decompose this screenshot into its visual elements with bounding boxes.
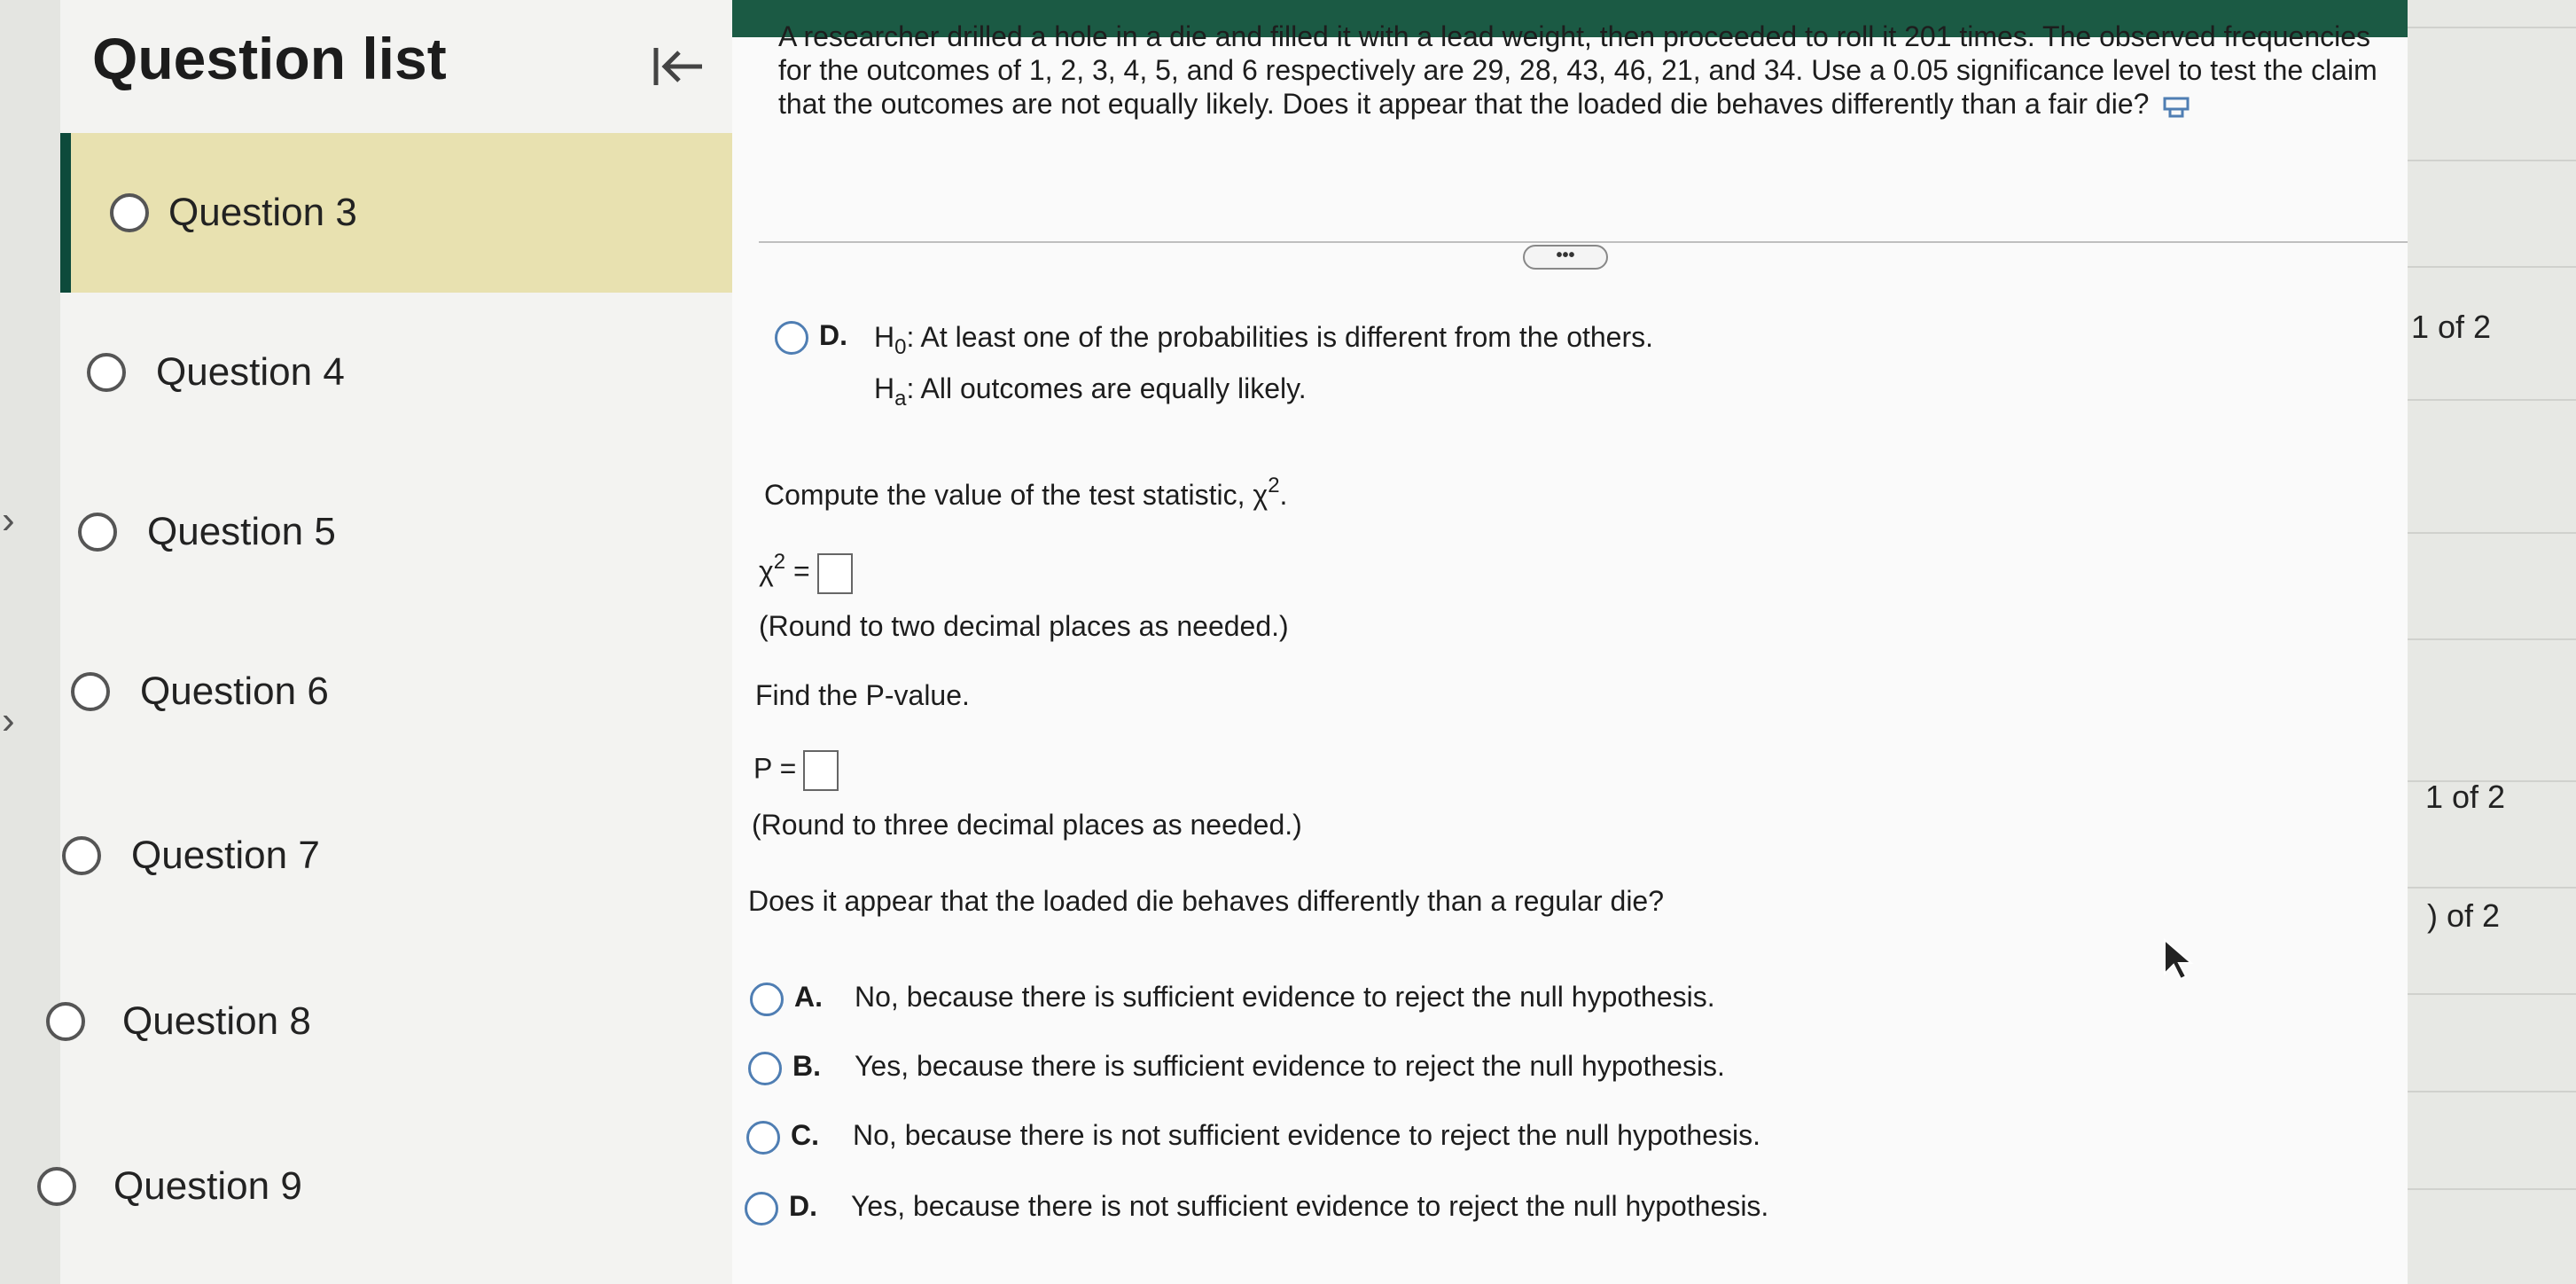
divider	[2408, 993, 2576, 995]
page-count: ) of 2	[2427, 897, 2501, 934]
hypothesis-option-letter: D.	[819, 319, 847, 351]
conclusion-option-d-radio[interactable]	[745, 1192, 778, 1225]
radio-icon	[37, 1167, 76, 1206]
conclusion-option-b-radio[interactable]	[748, 1052, 782, 1085]
radio-icon	[62, 836, 101, 875]
page-count: 1 of 2	[2411, 309, 2492, 345]
sidebar-item-label: Question 8	[122, 999, 311, 1043]
chi-square-hint: (Round to two decimal places as needed.)	[759, 610, 1289, 642]
chi-square-sup: 2	[773, 550, 786, 574]
question-body: A researcher drilled a hole in a die and filled it with a lead weight, then proceeded to roll it 201 times. The observed frequencies for the outcomes of 1, 2, 3, 4, 5, and 6 respectively are 29, 28, 43, 46, 21, and 34. Use a 0.05 significance level to test the claim that the outcomes are not equally likely. Does it appear that the loaded die behaves differently than a fair die?	[778, 20, 2377, 120]
chevron-right-icon[interactable]: ›	[2, 699, 15, 742]
h0-text: : At least one of the probabilities is different from the others.	[906, 321, 1654, 353]
right-background-panel	[2408, 0, 2576, 1284]
conclusion-option-d-text[interactable]: Yes, because there is not sufficient evidence to reject the null hypothesis.	[851, 1190, 1769, 1222]
p-value-answer-row	[753, 750, 839, 791]
test-statistic-prompt-end: .	[1279, 479, 1288, 511]
conclusion-prompt: Does it appear that the loaded die behaves differently than a regular die?	[748, 885, 1665, 917]
chi-square-answer-row	[759, 550, 853, 594]
sidebar-item-label: Question 5	[147, 510, 336, 553]
radio-icon	[110, 193, 149, 232]
mouse-pointer-icon	[2161, 938, 2197, 983]
left-edge-strip	[0, 0, 60, 1284]
radio-icon	[87, 353, 126, 392]
sidebar-item-label: Question 9	[113, 1164, 302, 1208]
sidebar-item-label: Question 4	[156, 350, 345, 394]
ha-subscript: a	[894, 387, 907, 411]
divider	[2408, 887, 2576, 889]
sidebar-item-question-7[interactable]	[60, 776, 732, 936]
sidebar-item-question-3[interactable]	[60, 133, 732, 293]
conclusion-option-c-text[interactable]: No, because there is not sufficient evidence to reject the null hypothesis.	[853, 1119, 1761, 1151]
p-value-hint: (Round to three decimal places as needed.)	[752, 809, 1302, 841]
conclusion-option-letter: C.	[791, 1119, 819, 1151]
radio-icon	[78, 513, 117, 552]
conclusion-option-letter: A.	[794, 981, 823, 1013]
divider	[2408, 27, 2576, 28]
ha-symbol: H	[874, 372, 895, 404]
ha-text: : All outcomes are equally likely.	[906, 372, 1307, 404]
conclusion-option-letter: D.	[789, 1190, 817, 1222]
conclusion-option-b-text[interactable]: Yes, because there is sufficient evidence to reject the null hypothesis.	[855, 1050, 1725, 1082]
sidebar-item-question-5[interactable]	[60, 452, 732, 612]
divider	[2408, 160, 2576, 161]
question-list-sidebar	[60, 0, 734, 1284]
h0-symbol: H	[874, 321, 895, 353]
hypothesis-option-d-radio[interactable]	[775, 321, 808, 355]
divider	[2408, 1091, 2576, 1092]
chevron-right-icon[interactable]: ›	[2, 498, 15, 542]
question-panel	[732, 0, 2408, 1284]
collapse-sidebar-icon[interactable]	[647, 35, 709, 98]
divider	[2408, 638, 2576, 640]
chi-square-label: χ	[759, 555, 774, 587]
test-statistic-prompt	[764, 474, 1287, 512]
conclusion-option-letter: B.	[792, 1050, 821, 1082]
divider	[2408, 1188, 2576, 1190]
conclusion-option-c-radio[interactable]	[746, 1121, 780, 1155]
sidebar-item-label: Question 7	[131, 834, 320, 877]
chi-square-input[interactable]	[817, 553, 853, 594]
page-count: 1 of 2	[2425, 779, 2506, 815]
p-value-input[interactable]	[803, 750, 839, 791]
expand-more-button[interactable]: •••	[1523, 245, 1608, 270]
sidebar-item-question-9[interactable]	[60, 1107, 732, 1266]
radio-icon	[46, 1002, 85, 1041]
sidebar-item-question-4[interactable]	[60, 293, 732, 452]
sidebar-item-label: Question 6	[140, 669, 329, 713]
p-value-label: P =	[753, 752, 797, 785]
conclusion-option-a-radio[interactable]	[750, 983, 784, 1016]
divider	[2408, 532, 2576, 534]
radio-icon	[71, 672, 110, 711]
test-statistic-prompt-sup: 2	[1268, 474, 1280, 497]
divider	[2408, 399, 2576, 401]
chi-square-equals: =	[785, 555, 810, 587]
question-text	[778, 20, 2392, 121]
sidebar-item-label: Question 3	[168, 191, 357, 234]
conclusion-option-a-text[interactable]: No, because there is sufficient evidence to reject the null hypothesis.	[855, 981, 1715, 1013]
divider	[2408, 266, 2576, 268]
null-hypothesis-text	[874, 321, 1653, 360]
sidebar-item-question-8[interactable]	[60, 942, 732, 1101]
alternative-hypothesis-text	[874, 372, 1307, 411]
p-value-prompt: Find the P-value.	[755, 679, 970, 711]
sidebar-item-question-6[interactable]	[60, 612, 732, 771]
test-statistic-prompt-text: Compute the value of the test statistic, χ	[764, 479, 1268, 511]
print-data-icon[interactable]	[2162, 95, 2192, 118]
section-divider	[759, 241, 2416, 243]
sidebar-title: Question list	[92, 26, 447, 91]
h0-subscript: 0	[894, 335, 907, 359]
